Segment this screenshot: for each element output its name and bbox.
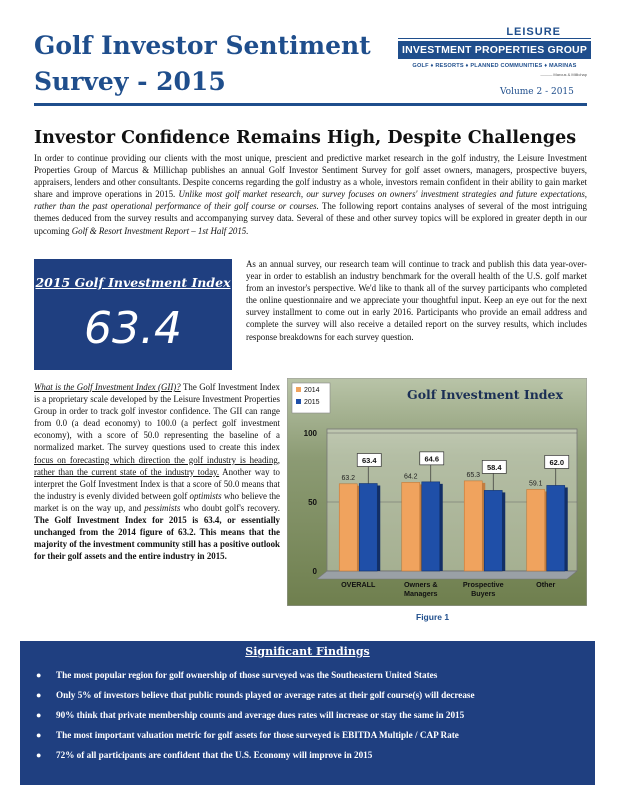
legend-label: 2015	[304, 399, 320, 406]
legend-swatch	[296, 399, 301, 404]
logo-group: INVESTMENT PROPERTIES GROUP	[398, 41, 591, 59]
data-label-2015: 64.6	[424, 454, 440, 464]
legend-swatch	[296, 387, 301, 392]
bullet-icon: ●	[36, 690, 42, 700]
chart-caption: Figure 1	[416, 612, 450, 622]
finding-text: 72% of all participants are confident that the U.S. Economy will improve in 2015	[56, 750, 373, 760]
data-label-2015: 62.0	[549, 457, 565, 467]
gii-callout	[34, 259, 232, 370]
page-title	[34, 28, 374, 100]
bar-side-2015	[565, 487, 568, 571]
bar-side-2015	[440, 484, 443, 571]
survey-paragraph: As an annual survey, our research team will continue to track and publish this data year-over-year in order to establish an industry benchmark for the overall health of the U.S. golf market from an investor's perspective. We'd like to thank all of the survey participants who completed the online questionnaire and we appreciate your thoughtful input. Keep an eye out for the next survey installment to come out in early 2016. Participants who provide an email address and complete the survey will also receive a detailed report on the survey results, which includes response breakdowns for each survey question.	[246, 259, 587, 342]
gii-conclusion: The Golf Investment Index for 2015 is 63.4, or essentially unchanged from the 2014 figure of 63.2. This means that the majority of the investment community still has a positive outlook for their golf assets and the entire industry in 2015.	[34, 515, 280, 562]
findings-list	[36, 665, 586, 765]
logo-leisure: LEISURE	[398, 26, 591, 39]
bar-side-2015	[502, 492, 505, 571]
data-label-2014: 65.3	[466, 471, 481, 479]
data-label-2014: 59.1	[528, 480, 543, 488]
bar-2015	[422, 482, 440, 571]
title-line-1: Golf Investor Sentiment	[34, 31, 371, 60]
bar-2015	[547, 485, 565, 571]
bullet-icon: ●	[36, 710, 42, 720]
intro-paragraph	[34, 152, 587, 237]
data-label-2014: 64.2	[403, 473, 418, 481]
finding-text: 90% think that private membership counts and average dues rates will increase or stay the same in 2015	[56, 710, 465, 720]
finding-item	[36, 725, 586, 745]
finding-item	[36, 665, 586, 685]
header-divider	[34, 103, 587, 106]
intro-italic: Unlike most golf market research, our survey focuses on owners' investment strategies and future expectations, rather than the past operational performance of their golf course or courses.	[34, 189, 587, 212]
x-tick-label: Prospective	[462, 580, 504, 589]
chart-title: Golf Investment Index	[407, 387, 563, 402]
gii-optimists: optimists	[189, 490, 222, 501]
bullet-icon: ●	[36, 750, 42, 760]
gii-text-a: The Golf Investment Index is a proprietary scale developed by the Leisure Investment Properties Group in order to track golf investor confidence. The GII can range from 0.0 (a dead economy) to 100.0 (a perfect golf investment economy), with a score of 50.0 representing the baseline of a normalized market. The survey questions used to create this index	[34, 382, 280, 453]
bar-2014	[527, 489, 545, 571]
data-label-2015: 63.4	[361, 456, 377, 466]
x-tick-label: Managers	[403, 589, 438, 598]
logo-brand: ——— Marcus & Millichap	[540, 72, 587, 77]
finding-item	[36, 685, 586, 705]
legend-label: 2014	[304, 387, 320, 394]
x-tick-label: Other	[536, 580, 556, 589]
gii-label: 2015 Golf Investment Index	[35, 275, 231, 290]
gii-text-b: Another way to interpret the Golf Investment Index is that a score of 50.0 means that the industry is evenly divided between golf	[34, 466, 280, 501]
intro-text-end: The following report contains analyses of several of the most intriguing themes deduced from the survey results and accompanying survey data. Several of these and other survey topics will be explored in greater depth in our upcoming	[34, 201, 587, 236]
volume-label: Volume 2 - 2015	[500, 87, 574, 97]
findings-title: Significant Findings	[245, 645, 370, 658]
logo-tagline: GOLF ♦ RESORTS ♦ PLANNED COMMUNITIES ♦ MARINAS	[412, 63, 577, 69]
data-label-2014: 63.2	[341, 474, 356, 482]
gii-underlined: focus on forecasting which direction the golf industry is heading, rather than the current state of the industry today.	[34, 454, 280, 477]
finding-text: The most popular region for golf ownership of those surveyed was the Southeastern United States	[56, 670, 438, 680]
finding-item	[36, 705, 586, 725]
bar-2014	[339, 484, 357, 571]
intro-report: Golf & Resort Investment Report – 1st Half 2015.	[71, 225, 249, 236]
x-tick-label: Owners &	[403, 580, 438, 589]
gii-text-d: who doubt golf's recovery.	[180, 502, 280, 513]
bar-side-2015	[377, 486, 380, 571]
gii-value: 63.4	[84, 303, 182, 354]
gii-bar-chart	[287, 378, 587, 606]
title-line-2: Survey - 2015	[34, 67, 226, 96]
intro-text: In order to continue providing our clients with the most unique, prescient and predictive market research in the golf industry, the Leisure Investment Properties Group of Marcus & Millichap publishes an annual Golf Investor Sentiment Survey for golf asset owners, managers, prospective buyers, appraisers, lenders and other consultants. Despite concerns regarding the golf industry as a whole, investors remain confident in their ability to gain market share and improve operations in 2015.	[34, 153, 587, 200]
finding-text: Only 5% of investors believe that public rounds played or average rates at their golf course(s) will decrease	[56, 690, 475, 700]
bar-2015	[359, 484, 377, 571]
company-logo	[398, 26, 591, 77]
headline: Investor Confidence Remains High, Despite Challenges	[34, 128, 577, 148]
data-label-2015: 58.4	[486, 462, 502, 472]
bar-2014	[464, 481, 482, 571]
gii-question: What is the Golf Investment Index (GII)?	[34, 382, 181, 392]
gii-text-c: who believe the market is on the way up, and	[34, 490, 281, 513]
bar-2015	[484, 490, 502, 571]
significant-findings	[20, 641, 595, 785]
bullet-icon: ●	[36, 730, 42, 740]
y-tick-label: 100	[303, 429, 317, 438]
bar-2014	[402, 482, 420, 571]
y-tick-label: 0	[312, 567, 317, 576]
gii-pessimists: pessimists	[144, 502, 181, 513]
y-tick-label: 50	[308, 498, 317, 507]
gii-explanation	[34, 381, 280, 562]
bullet-icon: ●	[36, 670, 42, 680]
plot-floor	[317, 571, 577, 579]
x-tick-label: Buyers	[471, 589, 496, 598]
finding-item	[36, 745, 586, 765]
finding-text: The most important valuation metric for golf assets for those surveyed is EBITDA Multiple / CAP Rate	[56, 730, 459, 740]
x-tick-label: OVERALL	[341, 580, 376, 589]
